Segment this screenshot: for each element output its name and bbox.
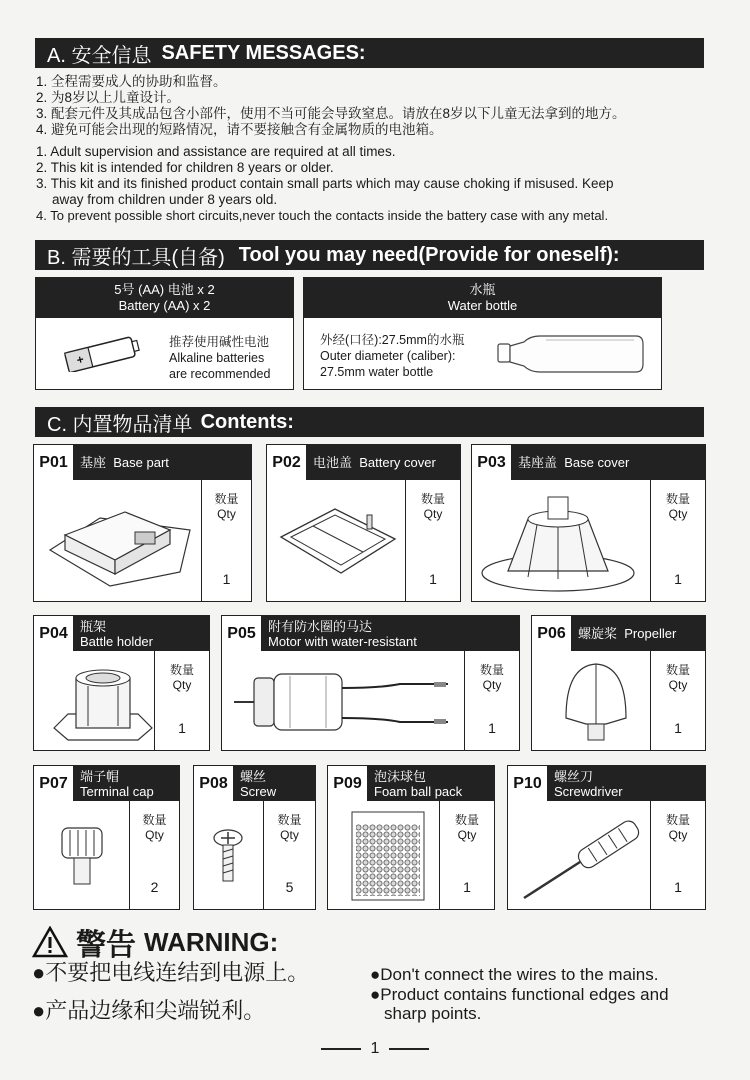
safety-en-3: 3. This kit and its finished product contain small parts which may cause choking if misused. Keep <box>36 176 614 191</box>
part-card-p08 <box>193 765 316 910</box>
safety-en-3b: away from children under 8 years old. <box>52 192 278 207</box>
qty-value: 1 <box>463 879 471 895</box>
bottle-note <box>320 332 464 380</box>
safety-title-en: SAFETY MESSAGES: <box>161 41 366 64</box>
screwdriver-illustration <box>516 814 646 904</box>
warning-triangle-icon <box>32 926 68 958</box>
part-card-p04 <box>33 615 210 751</box>
qty-value: 1 <box>674 879 682 895</box>
base-part-illustration <box>40 490 200 590</box>
qty-label: 数量 Qty <box>169 663 194 692</box>
base-cover-illustration <box>478 489 638 597</box>
battery-note-en2: are recommended <box>169 367 271 381</box>
terminal-cap-illustration <box>52 822 112 892</box>
part-card-p07 <box>33 765 180 910</box>
part-name: 基座盖 Base cover <box>518 455 630 470</box>
part-card-p06 <box>531 615 706 751</box>
safety-cn-4: 4. 避免可能会出现的短路情况，请不要接触含有金属物质的电池箱。 <box>36 122 443 137</box>
page-number <box>0 1040 750 1058</box>
part-name: 螺丝刀 Screwdriver <box>554 769 623 799</box>
part-card-p05 <box>221 615 520 751</box>
qty-value: 1 <box>429 571 437 587</box>
warning-title-en: WARNING: <box>144 926 279 957</box>
warning-en-3: sharp points. <box>384 1004 482 1023</box>
part-card-p03 <box>471 444 706 602</box>
propeller-illustration <box>546 658 646 748</box>
qty-column <box>154 651 209 750</box>
qty-column <box>405 480 460 601</box>
page-number-value: 1 <box>370 1040 380 1057</box>
qty-value: 1 <box>488 720 496 736</box>
qty-label: 数量 Qty <box>665 492 690 521</box>
part-card-p01 <box>33 444 252 602</box>
safety-cn-1: 1. 全程需要成人的协助和监督。 <box>36 74 227 89</box>
part-card-p09 <box>327 765 495 910</box>
qty-column <box>201 480 251 601</box>
tools-title-cn: B. 需要的工具(自备) <box>47 246 225 269</box>
qty-label: 数量 Qty <box>454 813 479 842</box>
qty-label: 数量 Qty <box>665 813 690 842</box>
qty-value: 1 <box>674 571 682 587</box>
part-code: P05 <box>222 616 262 651</box>
battery-tool-head <box>36 278 293 318</box>
svg-text:+: + <box>75 352 86 368</box>
tools-title-en: Tool you may need(Provide for oneself): <box>238 243 620 266</box>
water-bottle-icon <box>496 330 646 378</box>
part-code: P09 <box>328 766 368 801</box>
safety-cn-2: 2. 为8岁以上儿童设计。 <box>36 90 181 105</box>
bottle-note-cn: 外经(口径):27.5mm的水瓶 <box>320 333 465 347</box>
part-code: P04 <box>34 616 74 651</box>
qty-column <box>439 801 494 909</box>
qty-label: 数量 Qty <box>420 492 445 521</box>
part-name: 基座 Base part <box>80 455 169 470</box>
warning-cn-1: ●不要把电线连结到电源上。 <box>32 960 310 985</box>
bottle-tool-box <box>303 277 662 390</box>
contents-title-cn: C. 内置物品清单 <box>47 413 193 436</box>
contents-header <box>35 407 704 437</box>
bottle-head-cn: 水瓶 <box>469 282 496 297</box>
part-code: P03 <box>472 445 512 480</box>
battery-head-en: Battery (AA) x 2 <box>118 298 211 313</box>
qty-label: 数量 Qty <box>142 813 167 842</box>
page-dash-left <box>321 1048 361 1050</box>
part-code: P02 <box>267 445 307 480</box>
battery-icon <box>58 336 148 372</box>
part-name: 端子帽 Terminal cap <box>80 769 154 799</box>
battery-note-cn: 推荐使用碱性电池 <box>169 335 270 349</box>
qty-label: 数量 Qty <box>214 492 239 521</box>
tools-header <box>35 240 704 270</box>
screw-illustration <box>208 828 248 888</box>
qty-value: 1 <box>178 720 186 736</box>
bottle-head-en: Water bottle <box>447 298 518 313</box>
part-name: 泡沫球包 Foam ball pack <box>374 769 463 799</box>
qty-column <box>263 801 315 909</box>
battery-note <box>169 334 270 382</box>
warning-title-cn: 警告 <box>76 929 136 962</box>
bottle-holder-illustration <box>48 658 158 746</box>
qty-label: 数量 Qty <box>277 813 302 842</box>
qty-column <box>129 801 179 909</box>
warning-en-2: ●Product contains functional edges and <box>370 985 669 1004</box>
part-name: 电池盖 Battery cover <box>313 455 436 470</box>
part-name: 螺丝 Screw <box>240 769 277 799</box>
safety-title-cn: A. 安全信息 <box>47 44 152 67</box>
safety-header <box>35 38 704 68</box>
motor-illustration <box>230 662 458 742</box>
contents-title-en: Contents: <box>200 410 294 433</box>
battery-note-en1: Alkaline batteries <box>169 351 265 365</box>
part-code: P01 <box>34 445 74 480</box>
foam-ball-pack-illustration <box>348 810 428 902</box>
qty-column <box>650 480 705 601</box>
qty-value: 2 <box>150 879 159 895</box>
part-name: 附有防水圈的马达 Motor with water-resistant <box>268 619 417 649</box>
qty-label: 数量 Qty <box>665 663 690 692</box>
safety-en-4: 4. To prevent possible short circuits,never touch the contacts inside the battery case with any metal. <box>36 208 609 223</box>
qty-column <box>650 651 705 750</box>
battery-head-cn: 5号 (AA) 电池 x 2 <box>114 282 215 297</box>
part-code: P08 <box>194 766 234 801</box>
bottle-note-en2: 27.5mm water bottle <box>320 365 434 379</box>
bottle-note-en1: Outer diameter (caliber): <box>320 349 456 363</box>
part-code: P10 <box>508 766 548 801</box>
safety-cn-3: 3. 配套元件及其成品包含小部件，使用不当可能会导致窒息。请放在8岁以下儿童无法拿到的地方。 <box>36 106 626 121</box>
bottle-tool-head <box>304 278 661 318</box>
qty-column <box>650 801 705 909</box>
part-code: P07 <box>34 766 74 801</box>
warning-en-1: ●Don't connect the wires to the mains. <box>370 965 659 984</box>
warning-cn-2: ●产品边缘和尖端锐利。 <box>32 998 266 1023</box>
part-card-p10 <box>507 765 706 910</box>
qty-column <box>464 651 519 750</box>
part-name: 螺旋桨 Propeller <box>578 626 677 641</box>
battery-tool-box <box>35 277 294 390</box>
safety-en-1: 1. Adult supervision and assistance are required at all times. <box>36 144 396 159</box>
qty-value: 1 <box>674 720 682 736</box>
part-card-p02 <box>266 444 461 602</box>
qty-label: 数量 Qty <box>479 663 504 692</box>
part-name: 瓶架 Battle holder <box>80 619 153 649</box>
safety-en-2: 2. This kit is intended for children 8 years or older. <box>36 160 334 175</box>
page-dash-right <box>389 1048 429 1050</box>
battery-cover-illustration <box>273 495 403 585</box>
qty-value: 1 <box>222 571 231 587</box>
part-code: P06 <box>532 616 572 651</box>
qty-value: 5 <box>285 879 294 895</box>
